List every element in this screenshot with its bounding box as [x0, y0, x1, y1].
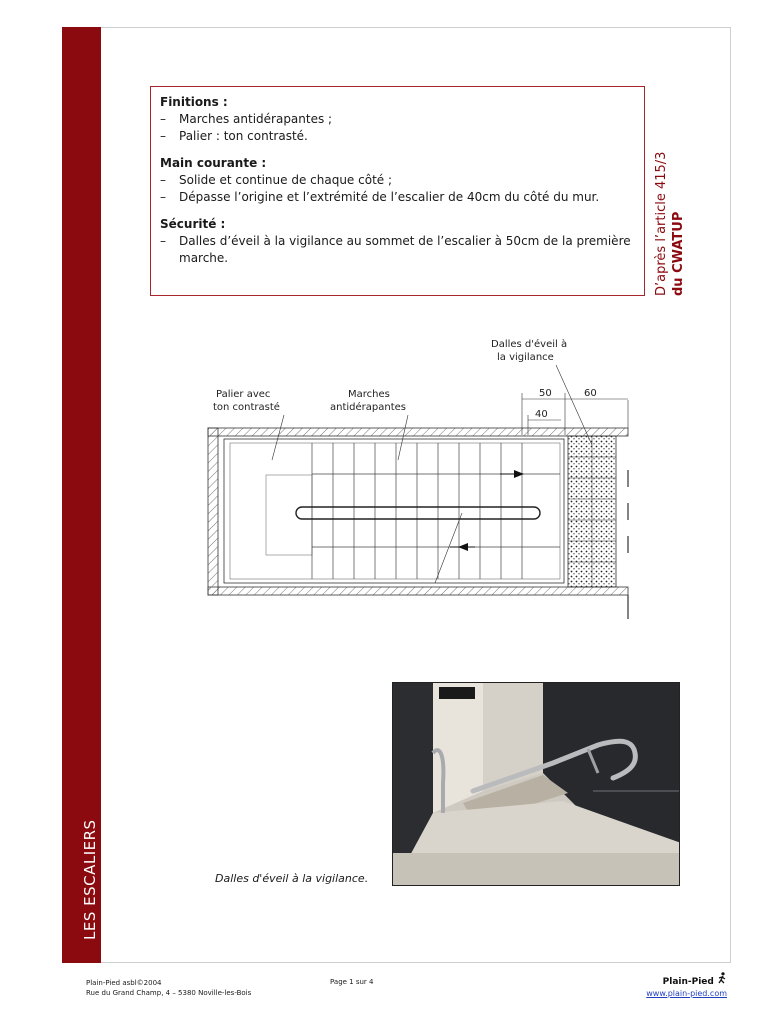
steps — [312, 443, 560, 579]
section-main-courante — [160, 155, 635, 206]
stair-photo — [392, 682, 680, 886]
dimension-50: 50 — [539, 388, 552, 399]
footer-logo — [646, 972, 727, 988]
logo-text: Plain-Pied — [662, 977, 714, 987]
section-title: Main courante : — [160, 156, 267, 170]
list-item: – Marches antidérapantes ; — [160, 111, 635, 128]
footer-page-number: Page 1 sur 4 — [330, 978, 374, 986]
list-item: – Dalles d’éveil à la vigilance au sommet de l’escalier à 50cm de la première marche. — [160, 233, 635, 267]
list-item: – Palier : ton contrasté. — [160, 128, 635, 145]
landing-zone — [266, 475, 312, 555]
footer-right — [646, 972, 727, 1000]
label-dalles-1: Dalles d'éveil à — [491, 339, 568, 350]
article-ref-line1: D’après l’article 415/3 — [654, 151, 669, 296]
list-item: – Dépasse l’origine et l’extrémité de l’escalier de 40cm du côté du mur. — [160, 189, 635, 206]
article-ref-line2: du CWATUP — [671, 211, 686, 296]
footer-left — [86, 978, 251, 998]
side-title: LES ESCALIERS — [81, 819, 99, 940]
wall-left — [208, 428, 218, 595]
info-box — [150, 86, 645, 296]
section-securite — [160, 216, 635, 267]
wall-bottom — [208, 587, 628, 595]
label-marches-2: antidérapantes — [330, 402, 407, 413]
article-reference — [653, 152, 687, 296]
stair-photo-illustration — [393, 683, 680, 886]
footer-org: Plain-Pied asbl©2004 — [86, 979, 162, 987]
dimension-40: 40 — [535, 409, 548, 420]
stair-plan-diagram — [200, 335, 640, 625]
label-marches-1: Marches — [348, 389, 390, 400]
label-palier-1: Palier avec — [216, 389, 271, 400]
dimension-60: 60 — [584, 388, 597, 399]
label-dalles-2: la vigilance — [497, 352, 554, 363]
section-finitions — [160, 94, 635, 145]
photo-caption: Dalles d'éveil à la vigilance. — [215, 872, 369, 885]
list-item: – Solide et continue de chaque côté ; — [160, 172, 635, 189]
footer-address: Rue du Grand Champ, 4 – 5380 Noville-les-Bois — [86, 989, 252, 997]
section-title: Sécurité : — [160, 217, 226, 231]
section-title: Finitions : — [160, 95, 228, 109]
handrail — [296, 507, 540, 519]
stair-outline — [224, 439, 564, 583]
label-palier-2: ton contrasté — [213, 402, 280, 413]
walking-person-icon — [717, 972, 727, 984]
footer-url-link[interactable]: www.plain-pied.com — [646, 989, 727, 998]
